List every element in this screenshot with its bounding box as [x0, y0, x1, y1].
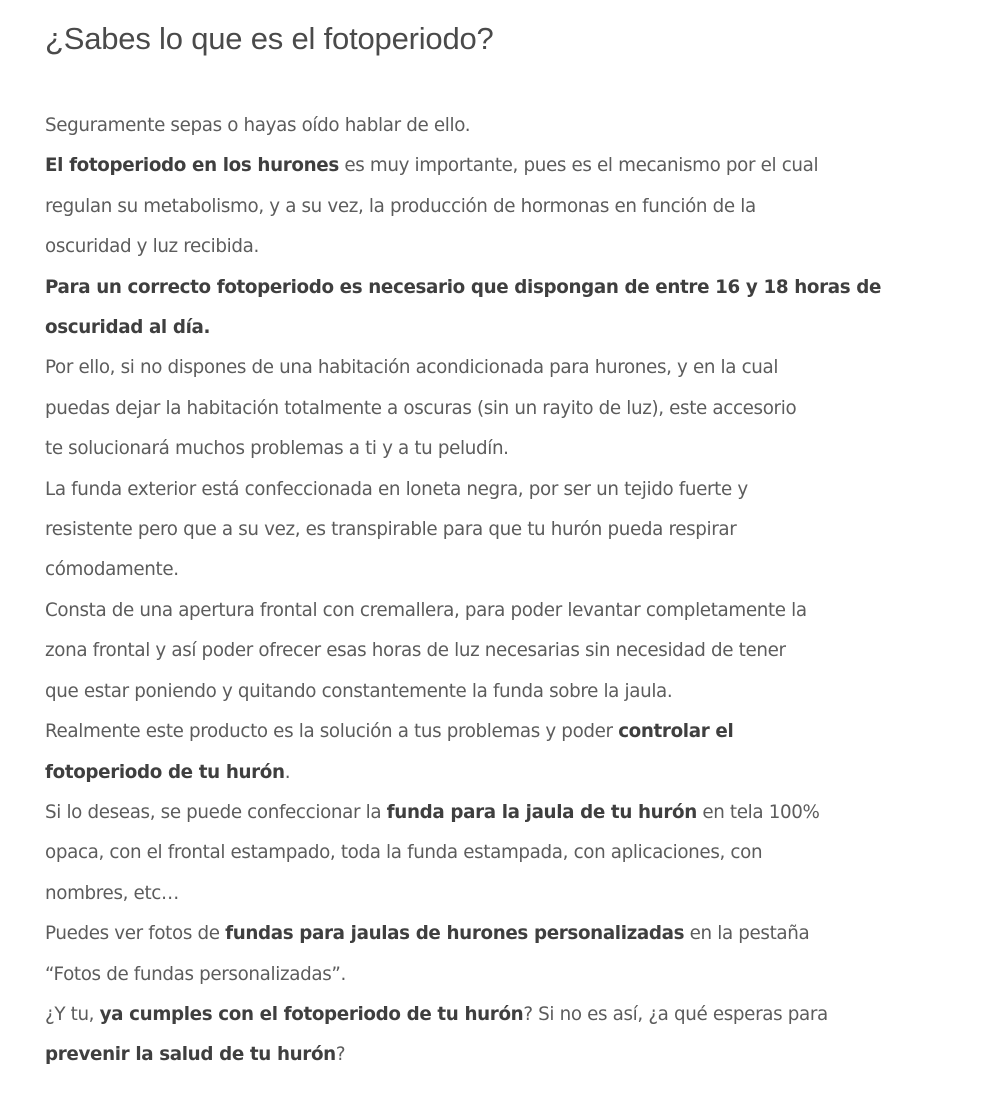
text-segment: te solucionará muchos problemas a ti y a tu peludín. [45, 438, 509, 460]
text-segment: nombres, etc… [45, 882, 179, 904]
body-line [45, 187, 965, 227]
body-line [45, 753, 965, 793]
bold-text: prevenir la salud de tu hurón [45, 1044, 336, 1066]
body-line [45, 470, 965, 510]
text-segment: ? Si no es así, ¿a qué esperas para [523, 1003, 828, 1025]
body-line [45, 672, 965, 712]
body-line [45, 550, 965, 590]
text-segment: oscuridad y luz recibida. [45, 236, 259, 258]
bold-text: controlar el [618, 721, 734, 743]
body-line [45, 106, 965, 146]
text-segment: “Fotos de fundas personalizadas”. [45, 963, 346, 985]
bold-text: funda para la jaula de tu hurón [386, 801, 697, 823]
body-line [45, 833, 965, 873]
article-body [45, 60, 965, 1076]
text-segment: regulan su metabolismo, y a su vez, la producción de hormonas en función de la [45, 195, 756, 217]
text-segment: Consta de una apertura frontal con cremallera, para poder levantar completamente la [45, 599, 807, 621]
body-line [45, 995, 965, 1035]
body-line [45, 268, 965, 308]
body-line [45, 348, 965, 388]
text-segment: cómodamente. [45, 559, 179, 581]
bold-text: ya cumples con el fotoperiodo de tu hurón [99, 1003, 524, 1025]
body-line [45, 955, 965, 995]
article-title: ¿Sabes lo que es el fotoperiodo? [45, 21, 494, 56]
text-segment: que estar poniendo y quitando constantemente la funda sobre la jaula. [45, 680, 673, 702]
body-line [45, 227, 965, 267]
body-line [45, 1035, 965, 1075]
article [45, 0, 965, 1076]
text-segment: Realmente este producto es la solución a tus problemas y poder [45, 721, 619, 743]
bold-text: Para un correcto fotoperiodo es necesario que dispongan de entre 16 y 18 horas de [45, 276, 882, 298]
body-line [45, 914, 965, 954]
body-line [45, 308, 965, 348]
bold-text: El fotoperiodo en los hurones [45, 155, 339, 177]
body-line [45, 631, 965, 671]
text-segment: ¿Y tu, [45, 1003, 100, 1025]
body-line [45, 793, 965, 833]
body-line [45, 510, 965, 550]
body-line [45, 429, 965, 469]
text-segment: . [284, 761, 291, 783]
text-segment: opaca, con el frontal estampado, toda la funda estampada, con aplicaciones, con [45, 842, 763, 864]
text-segment: es muy importante, pues es el mecanismo por el cual [338, 155, 819, 177]
text-segment: Puedes ver fotos de [45, 923, 226, 945]
bold-text: fotoperiodo de tu hurón [45, 761, 285, 783]
text-segment: en la pestaña [684, 923, 810, 945]
body-line [45, 591, 965, 631]
bold-text: fundas para jaulas de hurones personalizadas [225, 923, 685, 945]
text-segment: en tela 100% [696, 801, 820, 823]
text-segment: zona frontal y así poder ofrecer esas horas de luz necesarias sin necesidad de tener [45, 640, 786, 662]
text-segment: Por ello, si no dispones de una habitación acondicionada para hurones, y en la cual [45, 357, 779, 379]
text-segment: puedas dejar la habitación totalmente a oscuras (sin un rayito de luz), este accesorio [45, 397, 797, 419]
body-line [45, 874, 965, 914]
body-line [45, 712, 965, 752]
text-segment: Seguramente sepas o hayas oído hablar de ello. [45, 115, 471, 136]
text-segment: Si lo deseas, se puede confeccionar la [45, 801, 387, 823]
body-line [45, 389, 965, 429]
bold-text: oscuridad al día. [45, 317, 211, 339]
text-segment: ? [335, 1044, 346, 1066]
text-segment: resistente pero que a su vez, es transpirable para que tu hurón pueda respirar [45, 519, 737, 541]
body-line [45, 146, 965, 186]
text-segment: La funda exterior está confeccionada en loneta negra, por ser un tejido fuerte y [45, 478, 748, 500]
